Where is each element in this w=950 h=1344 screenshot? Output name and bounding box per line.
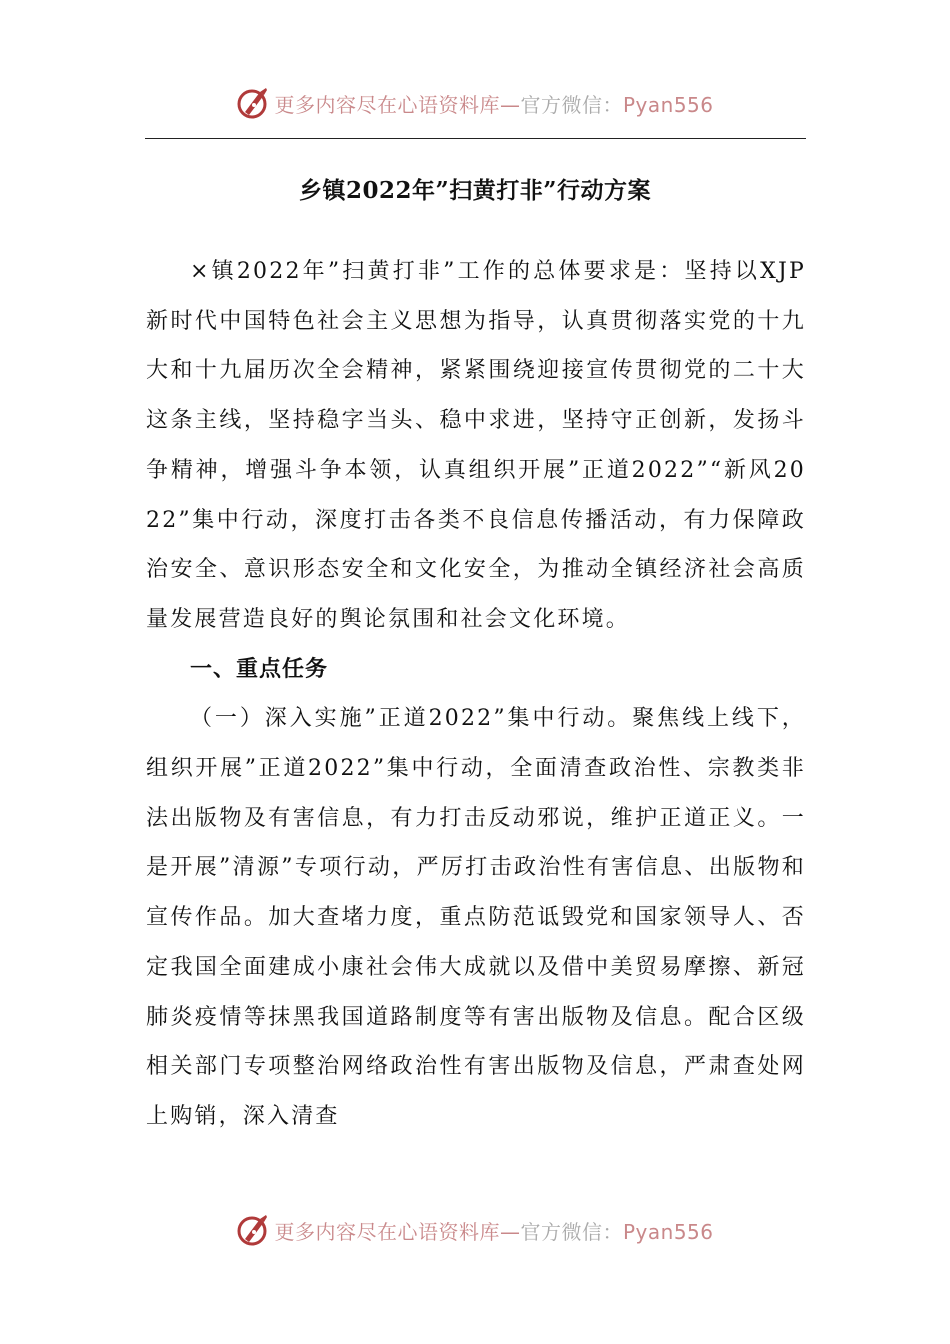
banner-wechat-id: Pyan556 bbox=[622, 92, 714, 117]
pen-nib-circle-icon bbox=[236, 86, 270, 120]
footer-banner bbox=[0, 1210, 950, 1250]
section-heading: 一、重点任务 bbox=[190, 656, 329, 682]
document-title: 乡镇2022年”扫黄打非”行动方案 bbox=[299, 177, 651, 204]
banner-slogan: 更多内容尽在心语资料库— bbox=[274, 1219, 521, 1244]
banner-wechat-id: Pyan556 bbox=[622, 1219, 714, 1244]
section-paragraph: （一）深入实施”正道2022”集中行动。聚焦线上线下，组织开展”正道2022”集中行动，全面清查政治性、宗教类非法出版物及有害信息，有力打击反动邪说，维护正道正义。一是开展”清源”专项行动，严厉打击政治性有害信息、出版物和宣传作品。加大查堵力度，重点防范诋毁党和国家领导人、否定我国全面建成小康社会伟大成就以及借中美贸易摩擦、新冠肺炎疫情等抹黑我国道路制度等有害出版物及信息。配合区级相关部门专项整治网络政治性有害出版物及信息，严肃查处网上购销，深入清查 bbox=[146, 706, 806, 1129]
document-body bbox=[146, 247, 806, 1142]
header-banner bbox=[0, 83, 950, 123]
banner-wechat-label: 官方微信： bbox=[520, 92, 623, 117]
banner-slogan: 更多内容尽在心语资料库— bbox=[274, 92, 521, 117]
pen-nib-circle-icon bbox=[236, 1213, 270, 1247]
banner-text bbox=[274, 1216, 713, 1245]
banner-wechat-label: 官方微信： bbox=[520, 1219, 623, 1244]
header-divider bbox=[145, 138, 806, 139]
banner-text bbox=[274, 89, 713, 118]
intro-paragraph: ×镇2022年”扫黄打非”工作的总体要求是：坚持以XJP新时代中国特色社会主义思想为指导，认真贯彻落实党的十九大和十九届历次全会精神，紧紧围绕迎接宣传贯彻党的二十大这条主线，坚持稳字当头、稳中求进，坚持守正创新，发扬斗争精神，增强斗争本领，认真组织开展”正道2022”“新风2022”集中行动，深度打击各类不良信息传播活动，有力保障政治安全、意识形态安全和文化安全，为推动全镇经济社会高质量发展营造良好的舆论氛围和社会文化环境。 bbox=[146, 259, 806, 632]
